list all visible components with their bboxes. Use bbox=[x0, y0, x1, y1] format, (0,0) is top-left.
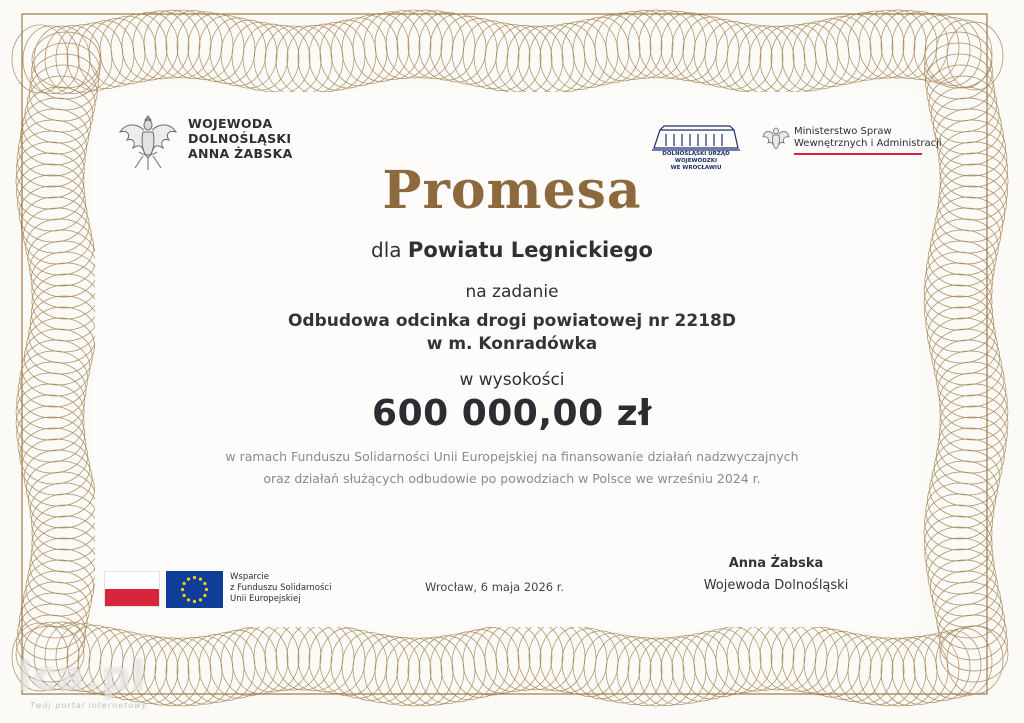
wojewoda-title bbox=[188, 116, 293, 161]
recipient-line bbox=[0, 238, 1024, 262]
signature-name: Anna Żabska bbox=[728, 556, 824, 571]
recipient-name: Powiatu Legnickiego bbox=[407, 238, 653, 262]
task-description bbox=[0, 310, 1024, 356]
mswia-eagle-icon bbox=[762, 124, 790, 154]
document-title: Promesa bbox=[382, 160, 642, 221]
duw-caption-line: WE WROCŁAWIU bbox=[670, 165, 722, 171]
duw-caption-line: DOLNOŚLĄSKI URZĄD WOJEWÓDZKI bbox=[662, 151, 730, 164]
eu-flag-icon bbox=[166, 571, 223, 608]
eu-support-line: Unii Europejskiej bbox=[230, 594, 301, 604]
mswia-line: Ministerstwo Spraw bbox=[794, 126, 892, 137]
signature-role: Wojewoda Dolnośląski bbox=[703, 578, 849, 593]
recipient-prefix: dla bbox=[371, 238, 408, 262]
place-date: Wrocław, 6 maja 2026 r. bbox=[425, 580, 565, 594]
wojewoda-line: WOJEWODA bbox=[188, 116, 273, 131]
watermark-tagline: Twój portal internetowy bbox=[30, 701, 148, 710]
task-line: w m. Konradówka bbox=[426, 334, 598, 354]
eu-support-line: z Funduszu Solidarności bbox=[230, 583, 332, 593]
mswia-line: Wewnętrznych i Administracji bbox=[794, 138, 942, 149]
eu-support-label bbox=[230, 572, 331, 605]
eu-support-line: Wsparcie bbox=[230, 572, 270, 582]
task-intro: na zadanie bbox=[465, 282, 559, 302]
amount-intro: w wysokości bbox=[459, 370, 565, 390]
duw-building-logo-icon bbox=[650, 124, 742, 152]
mswia-red-underline bbox=[794, 153, 922, 155]
task-line: Odbudowa odcinka drogi powiatowej nr 2218D bbox=[287, 311, 736, 331]
amount-value: 600 000,00 zł bbox=[372, 393, 652, 434]
wojewoda-line: DOLNOŚLĄSKI bbox=[188, 131, 292, 146]
polish-flag-icon bbox=[104, 571, 160, 607]
fund-line: w ramach Funduszu Solidarności Unii Europejskiej na finansowanie działań nadzwyczajnych bbox=[225, 449, 799, 464]
wojewoda-line: ANNA ŻABSKA bbox=[188, 146, 293, 161]
fund-description bbox=[0, 446, 1024, 490]
fund-line: oraz działań służących odbudowie po powodziach w Polsce we wrześniu 2024 r. bbox=[263, 471, 761, 486]
mswia-name bbox=[794, 126, 942, 150]
watermark-logo: lca.pl bbox=[18, 654, 146, 700]
